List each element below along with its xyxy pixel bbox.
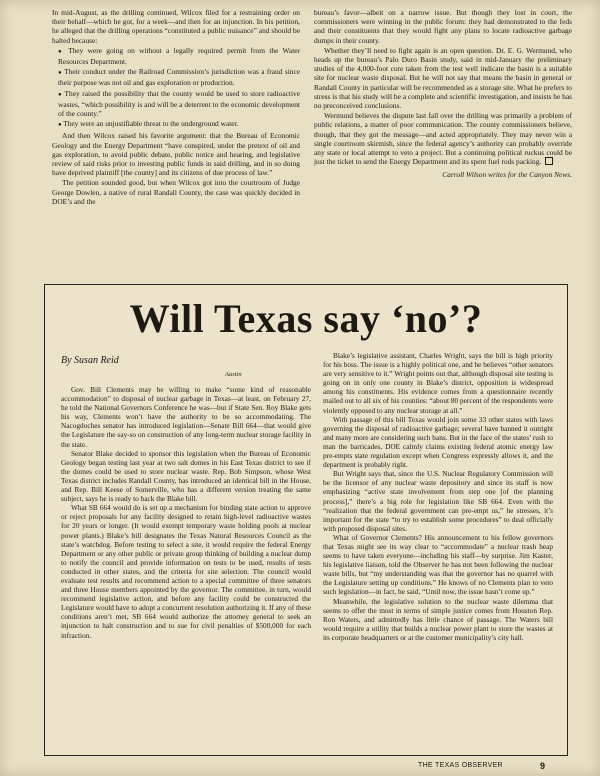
paragraph: With passage of this bill Texas would join some 33 other states with laws governing the disposal of radioactive garbage; several have banned it outright and many more are considering such bans. But in the face of the states’ rush to man the barricades, DOE calmly claims existing federal atomic energy law pre-empts state regulation except when Congress expressly allows it, and the department is probably right. xyxy=(323,414,553,470)
paragraph: Meanwhile, the legislative solution to the nuclear waste dilemma that seems to offer the most in terms of simple justice comes from Houston Rep. Ron Waters, and admittedly has little chance of passage. The Waters bill would require a utility that builds a nuclear power plant to store the wastes at its corporate headquarters or at the customer municipality’s city hall. xyxy=(323,596,553,642)
paragraph: What SB 664 would do is set up a mechanism for binding state action to approve or reject proposals for any facility designed to retain high-level radioactive wastes for 20 years or longer. (It would exempt temporary waste holding pools at nuclear power plants.) Blake’s bill designates the Texas Natural Resources Council as the state’s watchdog. Before testing to select a site, it would require the federal Energy Department or any other public or private group thinking of building a nuclear dump to notify the council and provide information on tests to be used, results of tests conducted in other states, and the criteria for site selection. The council would evaluate test results and recommend action to a special committee of three senators and three House members appointed by the governor. The committee, in turn, would recommend legislative action, and before any facility could be constructed the Legislature would have to adopt a concurrent resolution authorizing it. If any of these conditions aren’t met, SB 664 would authorize the attorney general to seek an injunction to halt construction and to sue for civil penalties of $500,000 for each infraction. xyxy=(61,503,311,640)
boxed-article xyxy=(44,284,568,756)
paragraph: In mid-August, as the drilling continued, Wilcox filed for a restraining order on their behalf—which he got, for a week—and then for an injunction. In his petition, he alleged that the drilling operations “constituted a public nuisance” and should be halted because: xyxy=(52,8,300,45)
bullet-item: ● They were an unjustifiable threat to the underground water. xyxy=(52,119,300,130)
continued-story-right-column xyxy=(314,8,572,181)
bullet-item: ● They were going on without a legally required permit from the Water Resources Department. xyxy=(52,46,300,66)
paragraph: Whether they’ll need to fight again is an open question. Dr. E. G. Wermund, who heads up the bureau’s Palo Duro Basin study, said in mid-January the preliminary studies of the 4,000-foot core taken from the test well indicate the basin is a suitable site for nuclear waste disposal. But he will not say that means the basin in general or Randall County in particular will be recommended as a storage site. What he prefers to stress is that his study will be a complete and scientific investigation, and insists he has no preconceived conclusions. xyxy=(314,45,572,111)
paragraph: bureau’s favor—albeit on a narrow issue. But though they lost in court, the commissioners were winning in the public forum: they had demonstrated to the feds and their constituents that they would fight any plans to locate radioactive garbage dumps in their county. xyxy=(314,8,572,45)
article-headline: Will Texas say ‘no’? xyxy=(129,296,483,341)
paragraph: What of Governor Clements? His announcement to his fellow governors that Texas might see its way clear to “accommodate” a nuclear trash heap seems to have taken everyone—including his staff—by surprise. Jim Kaster, his legislative liaison, told the Observer he has not been following the nuclear waste bills, but “my understanding was that the governor has no quarrel with the Legislature setting up conditions.” He knows of no Clements plan to veto such legislation—in fact, he said, “Until now, the issue hasn’t come up.” xyxy=(323,532,553,597)
continued-story xyxy=(52,8,572,280)
paragraph: The petition sounded good, but when Wilcox got into the courtroom of Judge George Dowlen, a native of rural Randall County, the case was quickly decided in DOE’s and the xyxy=(52,178,300,206)
bullet-item: ● Their conduct under the Railroad Commission’s jurisdiction was a fraud since their purpose was not oil and gas exploration or production. xyxy=(52,67,300,87)
page-number: 9 xyxy=(540,761,546,771)
paragraph: But Wright says that, since the U.S. Nuclear Regulatory Commission will be the licensor of any nuclear waste depository and since its staff is now emphasizing “active state involvement from step one [of the planning process],” there’s a big role for legislation like SB 664. Even with the “realization that the federal government can pre-empt us,” he stresses, it’s important for the state “to try to establish some procedures” to deal officially with proposed disposal sites. xyxy=(323,469,553,533)
article-right-column xyxy=(323,351,553,642)
paragraph: Gov. Bill Clements may be willing to make “some kind of reasonable accommodation” to disposal of nuclear garbage in Texas—at least, on February 27, he told the National Governors Conference he was—but if State Sen. Roy Blake gets his way, Clements won’t have the authority to be so accommodating. The Nacogdoches senator has introduced legislation—Senate Bill 664—that would give the Legislature the say-so on construction of any long-term nuclear storage facility in the state. xyxy=(61,385,311,449)
author-credit: Carroll Wilson writes for the Canyon News. xyxy=(442,170,572,180)
paragraph: Senator Blake decided to sponsor this legislation when the Bureau of Economic Geology began testing last year at two salt domes in his East Texas district to see if the domes could be used to store nuclear waste. Rep. Bob Simpson, whose West Texas district includes Randall County, has introduced an identical bill in the House, and Rep. Bill Keese of Somerville, who has a different version treating the same subject, says he is ready to back the Blake bill. xyxy=(61,448,311,504)
paragraph: Blake’s legislative assistant, Charles Wright, says the bill is high priority for his boss. The issue is a highly political one, and he believes “other senators are very sensitive to it.” Wright points out that, although disposal site testing is going on in only one county in Blake’s district, opposition is widespread among his constituents. His evidence comes from a questionnaire recently mailed out to all six of his counties: “about 80 percent of the respondents were violently opposed to any nuclear storage at all.” xyxy=(323,351,554,415)
article-byline: By Susan Reid xyxy=(61,355,119,366)
bullet-item: ● They raised the possibility that the county would be used to store radioactive wastes, “which possibility is and will be a deterrent to the economic development of the county.” xyxy=(52,89,300,119)
article-dateline: Austin xyxy=(225,371,242,378)
end-of-story-mark xyxy=(545,157,553,165)
continued-story-left-column xyxy=(52,8,300,207)
paragraph-text: Wermund believes the dispute last fall over the drilling was primarily a problem of public relations, a matter of poor communication. The county commissioners believe, though, that they got the message—and acted appropriately. They may never win a single courtroom skirmish, since the federal agency’s authority can probably override any state or local attempt to veto a project. But a continuing political ruckus could be just the ticket to send the Energy Department and its spent fuel rods packing. xyxy=(314,111,572,167)
article-left-column xyxy=(61,385,311,640)
paragraph: And then Wilcox raised his favorite argument: that the Bureau of Economic Geology and the Energy Department “have conspired, under the pretext of oil and gas exploration, to avoid public debate, public notice and hearing, and legislative review of said risks prior to investing public funds in said drilling, and in so doing have deprived plaintiff [the county] and its citizens of due process of law.” xyxy=(52,131,300,178)
publication-footer: THE TEXAS OBSERVER xyxy=(418,762,503,769)
paragraph xyxy=(314,111,572,166)
